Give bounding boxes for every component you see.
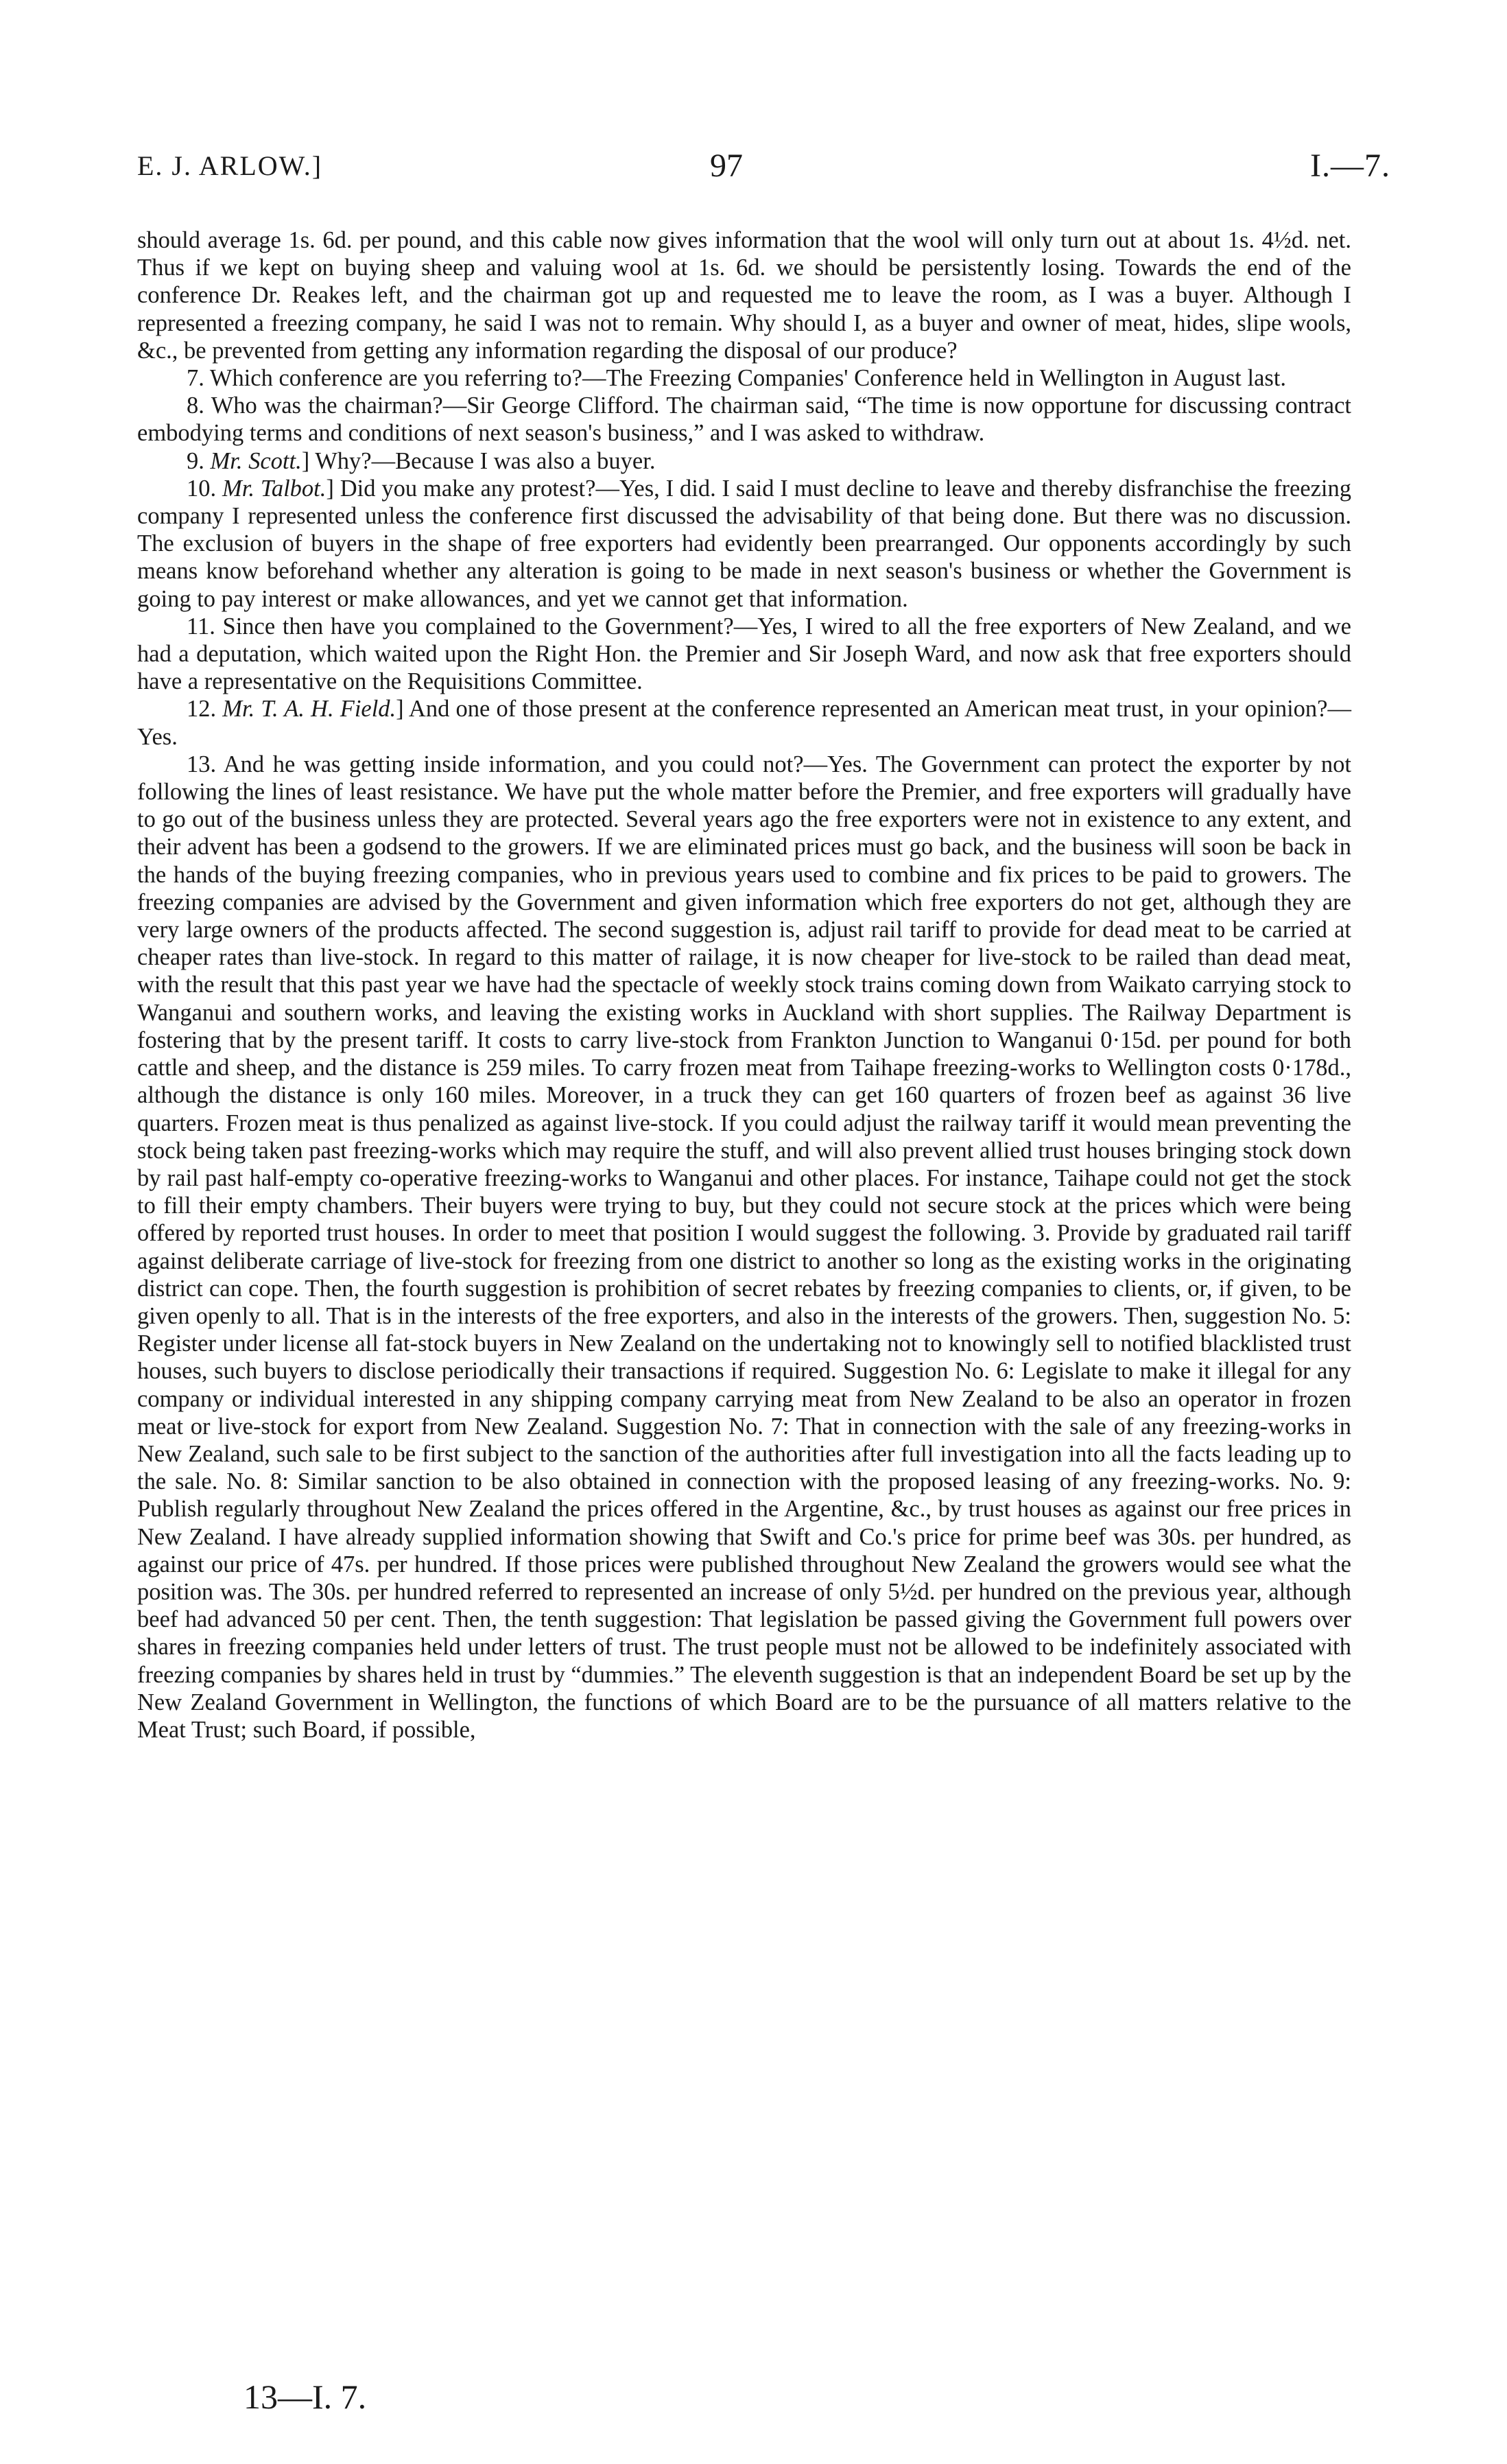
question-number: 10. <box>187 475 217 502</box>
question-text: Who was the chairman?—Sir George Clifford. The chairman said, “The time is now opportune for discussing contract embodying terms and conditions of next season's business,” and I was asked to withdraw. <box>137 392 1351 447</box>
question-9: 9. Mr. Scott.] Why?—Because I was also a buyer. <box>187 447 656 474</box>
body-text <box>137 226 1351 1744</box>
question-11 <box>137 613 1351 696</box>
question-12: 12. Mr. T. A. H. Field.] And one of those present at the conference represented an American meat trust, in your opinion?—Yes. <box>137 696 1351 750</box>
question-7 <box>137 364 1351 392</box>
question-text: Since then have you complained to the Government?—Yes, I wired to all the free exporters of New Zealand, and we had a deputation, which waited upon the Right Hon. the Premier and Sir Joseph Ward, and now ask that free exporters should have a representative on the Requisitions Committee. <box>137 613 1351 695</box>
question-text: Which conference are you referring to?—The Freezing Companies' Conference held in Wellington in August last. <box>209 365 1287 392</box>
question-number: 12. <box>187 696 217 723</box>
question-text: Did you make any protest?—Yes, I did. I said I must decline to leave and thereby disfranchise the freezing company I represented unless the conference first discussed the advisability of that being done. But there was no discussion. The exclusion of buyers in the shape of free exporters had evidently been prearranged. Our opponents accordingly by such means know beforehand whether any alteration is going to be made in next season's business or whether the Government is going to pay interest or make allowances, and yet we cannot get that information. <box>137 475 1351 612</box>
question-13 <box>137 751 1351 1744</box>
question-text: And one of those present at the conference represented an American meat trust, in your opinion?—Yes. <box>137 696 1351 750</box>
question-number: 9. <box>187 447 204 474</box>
running-head-witness: E. J. ARLOW.] <box>137 150 323 181</box>
question-number: 8. <box>187 392 204 419</box>
paper-reference: I.—7. <box>1310 148 1390 184</box>
question-number: 7. <box>187 365 204 392</box>
paragraph-text: should average 1s. 6d. per pound, and this cable now gives information that the wool will only turn out at about 1s. 4½d. net. Thus if we kept on buying sheep and valuing wool at 1s. 6d. we should be persistently losing. Towards the end of the conference Dr. Reakes left, and the chairman got up and requested me to leave the room, as I was a buyer. Although I represented a freezing company, he said I was not to remain. Why should I, as a buyer and owner of meat, hides, slipe wools, &c., be prevented from getting any information regarding the disposal of our produce? <box>137 227 1351 364</box>
speaker-name: Mr. T. A. H. Field. <box>222 696 396 723</box>
question-number: 13. <box>187 751 217 777</box>
question-8 <box>137 392 1351 447</box>
speaker-name: Mr. Talbot. <box>222 475 327 502</box>
question-text: And he was getting inside information, and you could not?—Yes. The Government can protect the exporter by not following the lines of least resistance. We have put the whole matter before the Premier, and free exporters will gradually have to go out of the business unless they are protected. Several years ago the free exporters were not in existence to any extent, and their advent has been a godsend to the growers. If we are eliminated prices must go back, and the business will soon be back in the hands of the buying freezing companies, who in previous years used to combine and fix prices to be paid to growers. The freezing companies are advised by the Government and given information which free exporters do not get, although they are very large owners of the products affected. The second suggestion is, adjust rail tariff to provide for dead meat to be carried at cheaper rates than live-stock. In regard to this matter of railage, it is now cheaper for live-stock to be railed than dead meat, with the result that this past year we have had the spectacle of weekly stock trains coming down from Waikato carrying stock to Wanganui and southern works, and leaving the existing works in Auckland with short supplies. The Railway Department is fostering that by the present tariff. It costs to carry live-stock from Frankton Junction to Wanganui 0·15d. per pound for both cattle and sheep, and the distance is 259 miles. To carry frozen meat from Taihape freezing-works to Wellington costs 0·178d., although the distance is only 160 miles. Moreover, in a truck they can get 160 quarters of frozen beef as against 36 live quarters. Frozen meat is thus penalized as against live-stock. If you could adjust the railway tariff it would mean preventing the stock being taken past freezing-works which may require the stuff, and will also prevent allied trust houses bringing stock down by rail past half-empty co-operative freezing-works to Wanganui and other places. For instance, Taihape could not get the stock to fill their empty chambers. Their buyers were trying to buy, but they could not secure stock at the prices which were being offered by reported trust houses. In order to meet that position I would suggest the following. 3. Provide by graduated rail tariff against deliberate carriage of live-stock for freezing from one district to another so long as the existing works in the originating district can cope. Then, the fourth suggestion is prohibition of secret rebates by freezing companies to clients, or, if given, to be given openly to all. That is in the interests of the free exporters, and also in the interests of the growers. Then, suggestion No. 5: Register under license all fat-stock buyers in New Zealand on the undertaking not to knowingly sell to notified blacklisted trust houses, such buyers to disclose periodically their transactions if required. Suggestion No. 6: Legislate to make it illegal for any company or individual interested in any shipping company carrying meat from New Zealand to be also an operator in frozen meat or live-stock for export from New Zealand. Suggestion No. 7: That in connection with the sale of any freezing-works in New Zealand, such sale to be first subject to the sanction of the authorities after full investigation into all the facts leading up to the sale. No. 8: Similar sanction to be also obtained in connection with the proposed leasing of any freezing-works. No. 9: Publish regularly throughout New Zealand the prices offered in the Argentine, &c., by trust houses as against our free prices in New Zealand. I have already supplied information showing that Swift and Co.'s price for prime beef was 30s. per hundred, as against our price of 47s. per hundred. If those prices were published throughout New Zealand the growers would see what the position was. The 30s. per hundred referred to represented an increase of only 5½d. per hundred on the previous year, although beef had advanced 50 per cent. Then, the tenth suggestion: That legislation be passed giving the Government full powers over shares in freezing companies held under letters of trust. The trust people must not be allowed to be indefinitely associated with freezing companies by shares held in trust by “dummies.” The eleventh suggestion is that an independent Board be set up by the New Zealand Government in Wellington, the functions of which Board are to be the pursuance of all matters relative to the Meat Trust; such Board, if possible, <box>137 751 1351 1743</box>
signature-mark: 13—I. 7. <box>244 2378 367 2416</box>
speaker-name: Mr. Scott. <box>210 447 302 474</box>
question-10: 10. Mr. Talbot.] Did you make any protest?—Yes, I did. I said I must decline to leave and thereby disfranchise the freezing company I represented unless the conference first discussed the advisability of that being done. But there was no discussion. The exclusion of buyers in the shape of free exporters had evidently been prearranged. Our opponents accordingly by such means know beforehand whether any alteration is going to be made in next season's business or whether the Government is going to pay interest or make allowances, and yet we cannot get that information. <box>137 475 1351 612</box>
paragraph-continued <box>137 226 1351 364</box>
page-number: 97 <box>710 148 743 184</box>
question-text: Why?—Because I was also a buyer. <box>315 447 656 474</box>
question-number: 11. <box>187 613 215 640</box>
